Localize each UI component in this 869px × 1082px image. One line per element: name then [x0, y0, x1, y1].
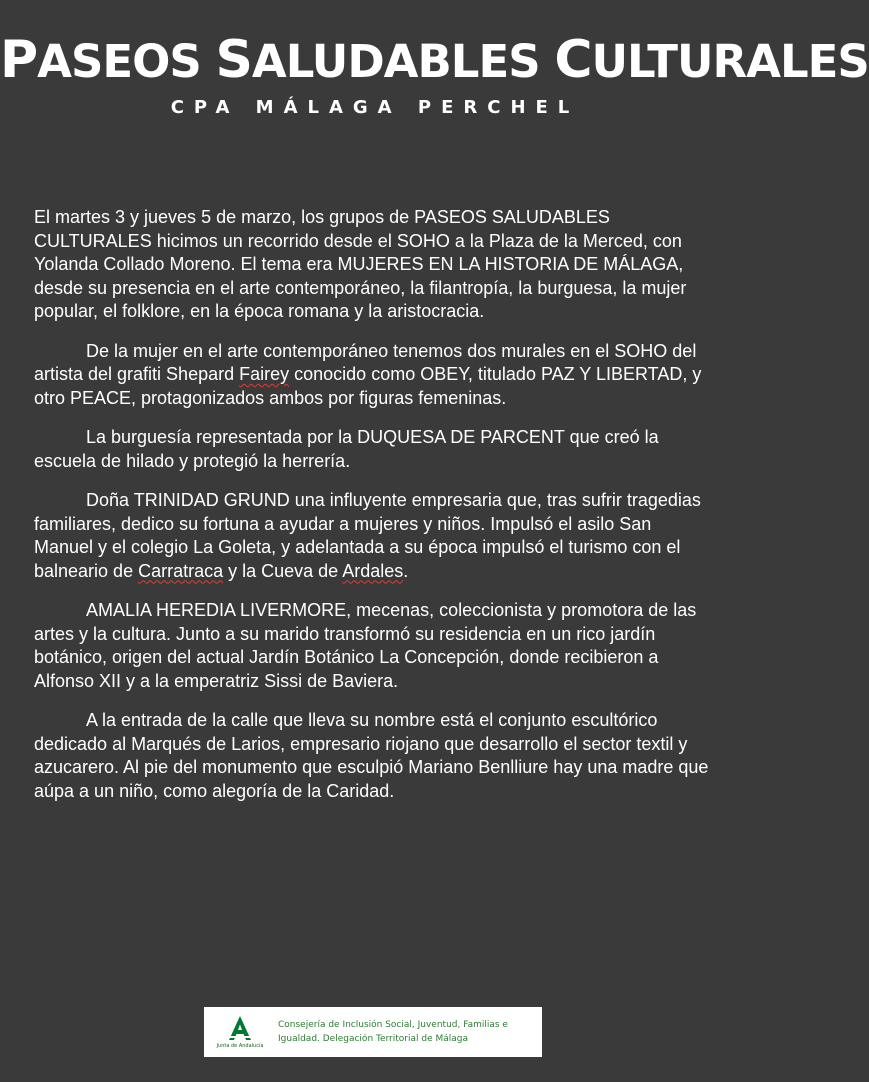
junta-logo	[204, 1007, 276, 1057]
poster-title	[0, 30, 869, 90]
spellcheck-word: Ardales	[342, 560, 404, 581]
paragraph-amalia: AMALIA HEREDIA LIVERMORE, mecenas, coleccionista y promotora de las artes y la cultura. Junto a su marido transformó su residencia en un rico jardín botánico, origen del actual Jardín Botánico La Concepción, donde recibieron a Alfonso XII y a la emperatriz Sissi de Baviera.	[34, 600, 697, 691]
paragraph-trinidad: Doña TRINIDAD GRUND una influyente empresaria que, tras sufrir tragedias familiares, dedico su fortuna a ayudar a mujeres y niños. Impulsó el asilo San Manuel y el colegio La Goleta, y adelantada a su época impulsó el turismo con el balneario de Carratraca y la Cueva de Ardales.	[34, 490, 701, 581]
spellcheck-word: Carratraca	[138, 560, 224, 581]
title-word-2: SALUDABLES	[215, 30, 540, 90]
logo-caption: Junta de Andalucía	[216, 1043, 264, 1049]
paragraph-murals: De la mujer en el arte contemporáneo tenemos dos murales en el SOHO del artista del grafiti Shepard Fairey conocido como OBEY, titulado PAZ Y LIBERTAD, y otro PEACE, protagonizados ambos por figuras femeninas.	[34, 340, 702, 408]
paragraph-intro: El martes 3 y jueves 5 de marzo, los grupos de PASEOS SALUDABLES CULTURALES hicimos un recorrido desde el SOHO a la Plaza de la Merced, con Yolanda Collado Moreno. El tema era MUJERES EN LA HISTORIA DE MÁLAGA, desde su presencia en el arte contemporáneo, la filantropía, la burguesa, la mujer popular, el folklore, en la época romana y la aristocracia.	[34, 207, 687, 321]
junta-a-icon	[227, 1015, 253, 1041]
title-word-3: CULTURALES	[554, 30, 869, 90]
paragraph-duquesa: La burguesía representada por la DUQUESA DE PARCENT que creó la escuela de hilado y protegió la herrería.	[34, 427, 659, 471]
article-body	[34, 206, 714, 819]
title-word-1: PASEOS	[0, 30, 201, 90]
footer-line-1: Consejería de Inclusión Social, Juventud, Familias e	[278, 1020, 508, 1030]
footer-banner	[204, 1007, 542, 1057]
paragraph-larios: A la entrada de la calle que lleva su nombre está el conjunto escultórico dedicado al Marqués de Larios, empresario riojano que desarrollo el sector textil y azucarero. Al pie del monumento que esculpió Mariano Benlliure hay una madre que aúpa a un niño, como alegoría de la Caridad.	[34, 710, 709, 801]
poster-subtitle: CPA MÁLAGA PERCHEL	[170, 97, 580, 118]
spellcheck-word: Fairey	[239, 364, 290, 384]
footer-line-2: Igualdad. Delegación Territorial de Málaga	[278, 1034, 468, 1044]
footer-text	[278, 1018, 508, 1046]
